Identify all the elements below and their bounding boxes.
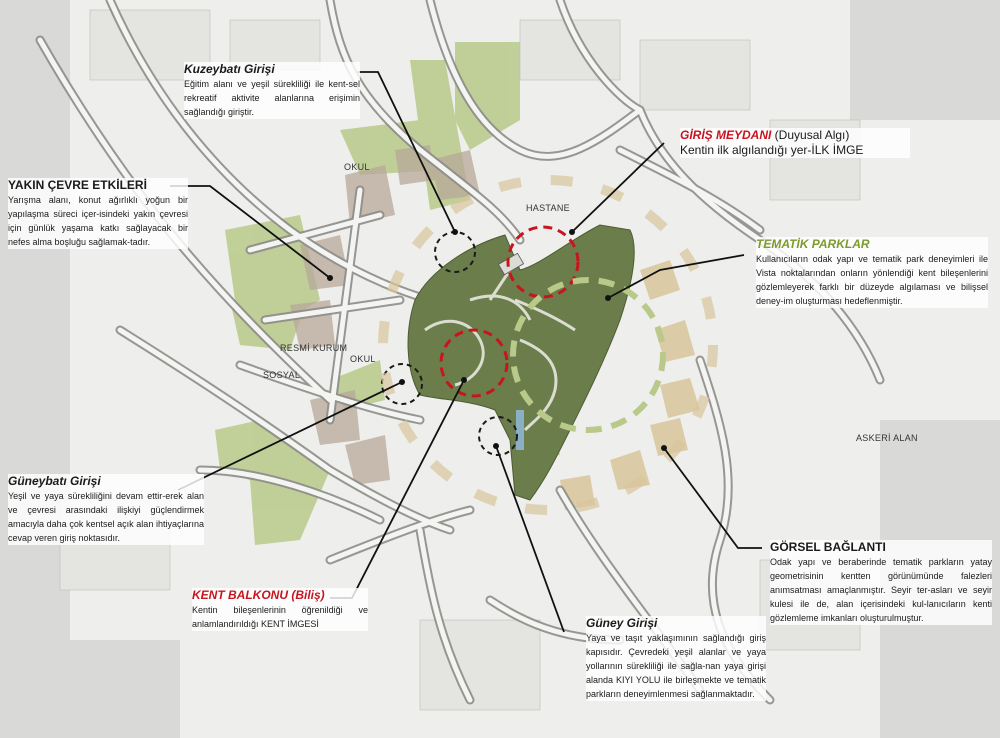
- label-hastane: HASTANE: [526, 203, 570, 213]
- label-askeri-alan: ASKERİ ALAN: [856, 433, 918, 443]
- guneybati-text: Yeşil ve yaya sürekliliğini devam ettir-erek alan ve çevresi arasındaki ilişkiyi güçlendirmek amacıyla daha çok kentsel açık alan ihtiyaçlarına cevap veren giriş noktasıdır.: [8, 491, 204, 543]
- gorsel-baglanti-title: GÖRSEL BAĞLANTI: [770, 540, 886, 554]
- water-channel: [516, 410, 524, 450]
- giris-meydani-title-red: GİRİŞ MEYDANI: [680, 128, 772, 142]
- giris-meydani-title: [680, 128, 910, 143]
- gorsel-baglanti-text: Odak yapı ve beraberinde tematik parkların yatay geometrisinin kentten görünümünde falezleri anımsatması amaçlanmıştır. Seyir ter-asları ve seyir kulesi ile de, alan içerisindeki kul-lanıcıların kenti gözlemleme imkanları oluşturulmuştur.: [770, 557, 992, 623]
- kent-balkonu-title: KENT BALKONU (Biliş): [192, 588, 325, 602]
- giris-meydani-text: Kentin ilk algılandığı yer-İLK İMGE: [680, 143, 864, 157]
- giris-meydani-title-suffix: (Duyusal Algı): [771, 128, 850, 142]
- guneybati-title: Güneybatı Girişi: [8, 474, 101, 488]
- annotation-kent-balkonu: [192, 588, 368, 631]
- guney-title: Güney Girişi: [586, 616, 658, 630]
- tematik-parklar-title: TEMATİK PARKLAR: [756, 237, 870, 251]
- annotation-guneybati: [8, 474, 204, 545]
- annotation-gorsel-baglanti: [770, 540, 992, 625]
- kuzeybati-title: Kuzeybatı Girişi: [184, 62, 275, 76]
- label-okul-center: OKUL: [350, 354, 376, 364]
- annotation-kuzeybati: [184, 62, 360, 119]
- annotation-giris-meydani: [680, 128, 910, 158]
- tematik-parklar-text: Kullanıcıların odak yapı ve tematik park deneyimleri ile Vista noktalarından onların yönlendiği kent bileşenlerini gözlemleyerek farklı bir düzeyde algılaması ve bilişsel deney-im oluşturması hedeflenmiştir.: [756, 254, 988, 306]
- annotation-tematik-parklar: [756, 237, 988, 308]
- annotation-guney: [586, 616, 766, 701]
- yakin-cevre-text: Yarışma alanı, konut ağırlıklı yoğun bir yapılaşma süreci içer-isindeki yakın çevresi için günlük yaşama katkı sağlayacak bir nefes alma boşluğu sağlamak-tadır.: [8, 195, 188, 247]
- yakin-cevre-title: YAKIN ÇEVRE ETKİLERİ: [8, 178, 147, 192]
- label-resmi-kurum: RESMİ KURUM: [280, 343, 348, 353]
- kent-balkonu-text: Kentin bileşenlerinin öğrenildiği ve anlamlandırıldığı KENT İMGESİ: [192, 605, 368, 629]
- guney-text: Yaya ve taşıt yaklaşımının sağlandığı giriş kapısıdır. Çevredeki yeşil alanlar ve yaya yollarının sürekliliği ile sağla-nan yaya girişi alanda KIYI YOLU ile birleşmekte ve tematik parkların deneyimlenmesi sağlanmaktadır.: [586, 633, 766, 699]
- label-sosyal: SOSYAL: [263, 370, 301, 380]
- annotation-yakin-cevre: [8, 178, 188, 249]
- label-okul-north: OKUL: [344, 162, 370, 172]
- kuzeybati-text: Eğitim alanı ve yeşil sürekliliği ile kent-sel rekreatif aktivite alanlarına erişimin sağlandığı giriştir.: [184, 79, 360, 117]
